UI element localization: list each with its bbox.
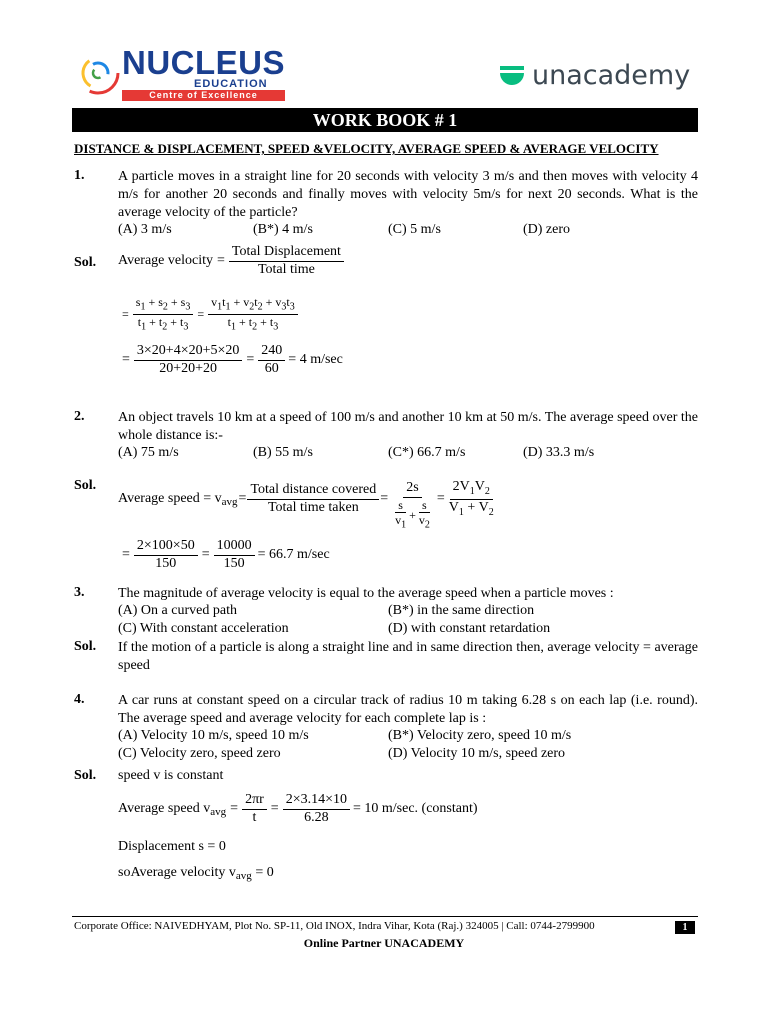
q2-frac-s-v2 [416,499,433,531]
q2-frac1-denominator: Total time taken [267,499,359,515]
q2-text: An object travels 10 km at a speed of 100 m/s and another 10 km at 50 m/s. The average speed over the whole distance is:- [118,410,698,443]
q3-sol-label: Sol. [74,639,97,654]
q4-frac1-denominator: t [252,809,257,825]
q2-result: = 66.7 m/sec [257,547,330,563]
q2-option-a: (A) 75 m/s [118,445,179,460]
q4-sol-line1: speed v is constant [118,768,224,783]
logo-education-text: EDUCATION [194,78,268,90]
q4-avg-subscript: avg [210,806,227,819]
q2-sol-line2 [118,539,330,571]
q2-avg-speed-text: Average speed = v [118,491,222,507]
equals-sign: = [270,801,279,817]
q3-option-c: (C) With constant acceleration [118,621,289,636]
q1-frac1-denominator: Total time [257,261,315,277]
equals-sign: = [122,306,129,321]
q2-option-b: (B) 55 m/s [253,445,313,460]
equals-sign: = [216,253,225,269]
q2-avg-subscript: avg [221,496,238,509]
q2-fraction-numeric [134,539,198,571]
q2-frac3-numerator: $2V_1V_2$ [450,480,493,499]
nucleus-logo [74,44,289,100]
q2-frac-s-v1 [392,499,409,531]
q1-frac1-numerator: Total Displacement [229,245,344,262]
q1-fraction-numeric [134,344,242,376]
q4-frac1-numerator: 2πr [242,793,267,810]
logo-unacademy-text: unacademy [532,60,691,91]
page-number-box [675,921,695,934]
q4-option-d: (D) Velocity 10 m/s, speed zero [388,746,566,761]
equals-sign: = [380,491,389,507]
q2-fraction-distance-time [247,483,379,515]
q1-frac2b-numerator: $v_1t_1 + v_2t_2 + v_3t_3$ [208,296,298,315]
q1-sol-label: Sol. [74,255,97,270]
q4-so-avg-subscript: avg [235,870,252,882]
q4-number: 4. [74,692,85,707]
q2-frac4-numerator: 2×100×50 [134,539,198,556]
q2-option-c: (C*) 66.7 m/s [388,445,466,460]
logo-nucleus-text: NUCLEUS [122,44,286,81]
q1-fraction-sum-vt [208,296,298,333]
q2-frac5-denominator: 150 [223,555,245,571]
q1-frac2-denominator: $t_1 + t_2 + t_3$ [137,314,189,333]
q1-frac4-denominator: 60 [264,360,279,376]
q4-fraction-2pir-t [242,793,267,825]
q2-option-d: (D) 33.3 m/s [523,445,595,460]
q4-result: = 10 m/sec. (constant) [353,801,478,817]
equals-sign: = [122,352,130,368]
q4-displacement: Displacement s = 0 [118,839,226,854]
q2-frac5-numerator: 10000 [214,539,255,556]
topic-title: DISTANCE & DISPLACEMENT, SPEED &VELOCITY, AVERAGE SPEED & AVERAGE VELOCITY [74,141,659,156]
footer-office: Corporate Office: NAIVEDHYAM, Plot No. SP-11, Old INOX, Indra Vihar, Kota (Raj.) 324005 | Call: 0744-2799900 [74,920,595,932]
plus-sign: + [409,507,416,522]
q1-number: 1. [74,168,85,183]
q4-sol-label: Sol. [74,768,97,783]
equals-sign: = [246,352,255,368]
q2-frac3-denominator: $V_1 + V_2$ [448,499,494,518]
q2-frac4-denominator: 150 [155,555,177,571]
q1-option-b: (B*) 4 m/s [253,222,313,237]
q1-fraction-sum-s [133,296,194,333]
q4-so-avg-velocity [118,865,274,881]
q3-number: 3. [74,585,85,600]
q1-frac3-denominator: 20+20+20 [159,360,218,376]
equals-sign: = [122,547,130,563]
q1-sol-line3 [118,344,343,376]
equals-sign: = [436,491,445,507]
q1-frac4-numerator: 240 [258,344,285,361]
q1-avg-velocity-label: Average velocity [118,253,213,269]
q4-frac2-denominator: 6.28 [304,809,329,825]
q2-frac2-denominator [389,498,436,531]
footer-rule [72,916,698,917]
q1-option-a: (A) 3 m/s [118,222,172,237]
q4-so-result: = 0 [255,865,274,880]
footer-partner: Online Partner UNACADEMY [303,936,465,950]
q2-frac1-numerator: Total distance covered [247,483,379,500]
unacademy-mark-icon [497,66,527,92]
equals-sign: = [238,491,247,507]
q2-fraction-2s [389,481,436,531]
q1-frac3-numerator: 3×20+4×20+5×20 [134,344,242,361]
q1-option-c: (C) 5 m/s [388,222,441,237]
q4-option-a: (A) Velocity 10 m/s, speed 10 m/s [118,728,309,743]
q1-fraction-240-60 [258,344,285,376]
q4-so-avg-text: soAverage velocity v [118,865,236,880]
q3-option-a: (A) On a curved path [118,603,237,618]
q1-result: = 4 m/sec [288,352,343,368]
q2-number: 2. [74,409,85,424]
q4-avg-speed-label [118,801,226,817]
workbook-title: WORK BOOK # 1 [312,110,458,130]
q1-option-d: (D) zero [523,222,571,237]
q2-v1-denominator: $v_1$ [395,513,407,531]
q4-option-b: (B*) Velocity zero, speed 10 m/s [388,728,572,743]
nucleus-swirl-icon [74,48,122,98]
q3-sol-text: If the motion of a particle is along a straight line and in same direction then, average velocity = average speed [118,640,698,673]
q2-sol-label: Sol. [74,478,97,493]
equals-sign: = [201,547,210,563]
page-number: 1 [682,922,688,933]
q1-fraction-displacement [229,245,344,277]
q1-frac2-numerator: $s_1 + s_2 + s_3$ [133,296,194,315]
q2-s-numerator: s [419,499,430,514]
q1-sol-line1 [118,245,344,277]
workbook-title-bar [72,108,698,132]
q2-fraction-10000-150 [214,539,255,571]
q3-option-b: (B*) in the same direction [388,603,535,618]
q2-frac2-numerator: 2s [403,481,421,498]
q1-text: A particle moves in a straight line for 20 seconds with velocity 3 m/s and then moves with velocity 4 m/s for another 20 seconds and finally moves with velocity 5m/s for next 20 seconds. What is the average velocity of the particle? [118,169,698,220]
q4-option-c: (C) Velocity zero, speed zero [118,746,281,761]
q4-avg-speed-text: Average speed v [118,801,211,817]
q2-sol-line1 [118,467,497,531]
q4-text: A car runs at constant speed on a circular track of radius 10 m taking 6.28 s on each lap (i.e. round). The average speed and average velocity for each complete lap is : [118,693,698,726]
q3-text: The magnitude of average velocity is equal to the average speed when a particle moves : [118,586,614,601]
q2-avg-speed-label [118,491,238,507]
q2-s-numerator: s [395,499,406,514]
q4-sol-line2 [118,793,478,825]
q1-sol-line2 [118,296,298,333]
q2-fraction-2v1v2 [446,480,497,518]
q4-fraction-numeric [283,793,350,825]
q4-frac2-numerator: 2×3.14×10 [283,793,350,810]
equals-sign: = [230,801,239,817]
q1-frac2b-denominator: $t_1 + t_2 + t_3$ [227,314,279,333]
equals-sign: = [197,306,205,321]
logo-tagline: Centre of Excellence [122,90,285,101]
q3-option-d: (D) with constant retardation [388,621,551,636]
q2-v2-denominator: $v_2$ [418,513,430,531]
